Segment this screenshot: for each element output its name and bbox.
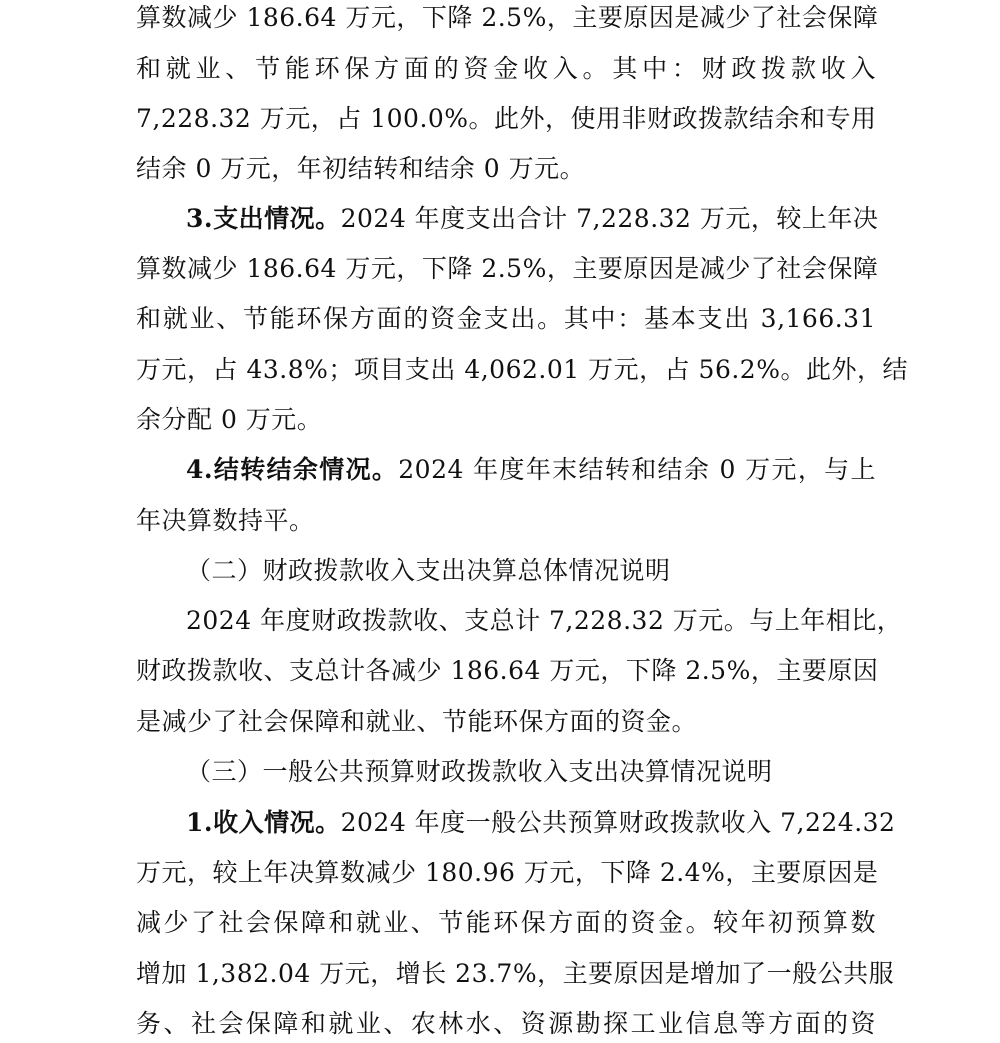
paragraph-line: 减少了社会保障和就业、节能环保方面的资金。较年初预算数 xyxy=(136,908,876,937)
paragraph-line: 万元，较上年决算数减少 180.96 万元，下降 2.4%，主要原因是 xyxy=(136,858,879,887)
paragraph-line: 务、社会保障和就业、农林水、资源勘探工业信息等方面的资 xyxy=(136,1009,876,1038)
paragraph-line: 和就业、节能环保方面的资金支出。其中：基本支出 3,166.31 xyxy=(136,304,876,333)
paragraph-line: 算数减少 186.64 万元，下降 2.5%，主要原因是减少了社会保障 xyxy=(136,254,879,283)
heading-label: 4.结转结余情况。 xyxy=(186,455,399,484)
paragraph-line: 2024 年度财政拨款收、支总计 7,228.32 万元。与上年相比， xyxy=(186,606,903,635)
section-heading-carryover xyxy=(186,452,876,488)
heading-label: 3.支出情况。 xyxy=(186,204,341,233)
paragraph-line: 算数减少 186.64 万元，下降 2.5%，主要原因是减少了社会保障 xyxy=(136,3,879,32)
paragraph-line: 7,228.32 万元，占 100.0%。此外，使用非财政拨款结余和专用 xyxy=(136,104,877,133)
paragraph-line: 是减少了社会保障和就业、节能环保方面的资金。 xyxy=(136,707,698,736)
paragraph-line: 余分配 0 万元。 xyxy=(136,405,323,434)
section-heading-income xyxy=(186,805,896,841)
heading-text: 2024 年度支出合计 7,228.32 万元，较上年决 xyxy=(340,204,879,233)
heading-label: 1.收入情况。 xyxy=(186,808,341,837)
heading-text: 2024 年度年末结转和结余 0 万元，与上 xyxy=(398,455,876,484)
paragraph-line: 年决算数持平。 xyxy=(136,506,315,535)
section-title-3: （三）一般公共预算财政拨款收入支出决算情况说明 xyxy=(186,757,773,786)
heading-text: 2024 年度一般公共预算财政拨款收入 7,224.32 xyxy=(340,808,896,837)
paragraph-line: 增加 1,382.04 万元，增长 23.7%，主要原因是增加了一般公共服 xyxy=(136,959,895,988)
paragraph-line: 万元，占 43.8%；项目支出 4,062.01 万元，占 56.2%。此外，结 xyxy=(136,355,908,384)
paragraph-line: 和就业、节能环保方面的资金收入。其中：财政拨款收入 xyxy=(136,54,876,83)
section-heading-expenditure xyxy=(186,201,879,237)
paragraph-line: 财政拨款收、支总计各减少 186.64 万元，下降 2.5%，主要原因 xyxy=(136,656,879,685)
section-title-2: （二）财政拨款收入支出决算总体情况说明 xyxy=(186,556,671,585)
paragraph-line: 结余 0 万元，年初结转和结余 0 万元。 xyxy=(136,154,586,183)
